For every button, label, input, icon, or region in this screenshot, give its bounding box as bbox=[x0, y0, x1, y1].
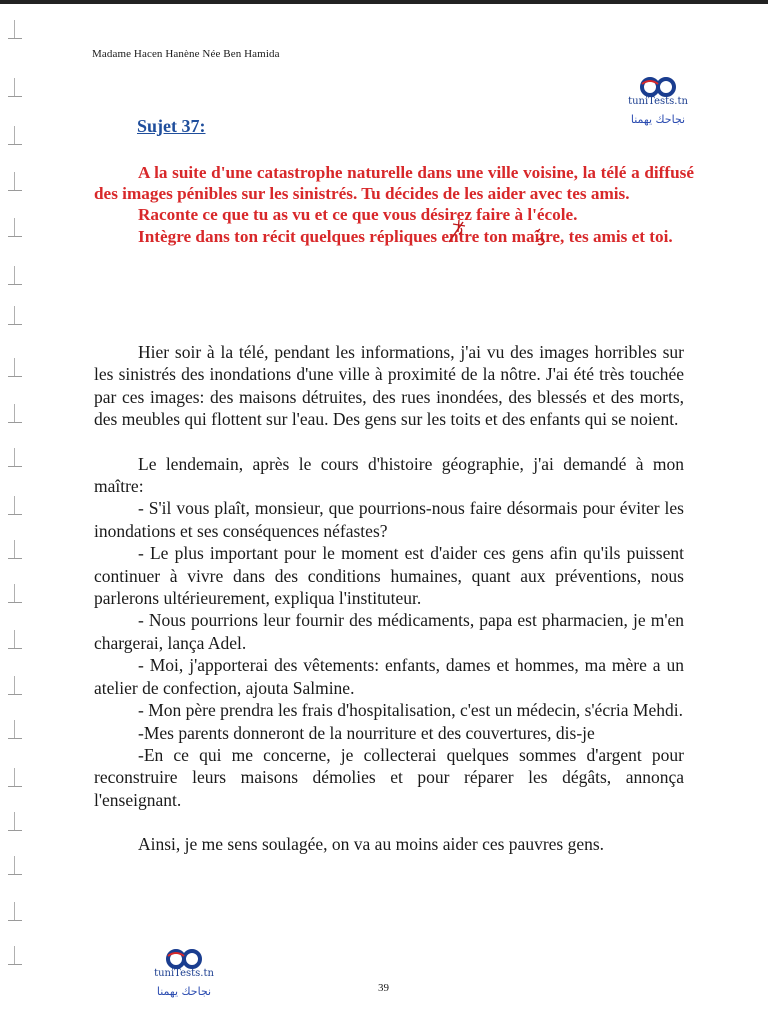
dialogue-line-6: -Mes parents donneront de la nourriture et des couvertures, dis-je bbox=[138, 722, 595, 743]
paragraph-conclusion: Ainsi, je me sens soulagée, on va au moins aider ces pauvres gens. bbox=[138, 834, 605, 855]
essay-body bbox=[94, 341, 684, 856]
prompt-line-2: Raconte ce que tu as vu et ce que vous désirez faire à l'école. bbox=[138, 205, 578, 225]
paragraph-1: Hier soir à la télé, pendant les informations, j'ai vu des images horribles sur les sinistrés des inondations d'une ville à proximité de la nôtre. J'ai été très touchée par ces images: des maisons détruites, des rues inondées, des blessés et des morts, des meubles qui flottent sur l'eau. Des gens sur les toits et des enfants qui se noient. bbox=[94, 342, 684, 430]
author-header: Madame Hacen Hanène Née Ben Hamida bbox=[92, 48, 280, 60]
logo-arabic-slogan: نجاحك يهمنا bbox=[630, 113, 686, 126]
logo-brand-text: tuniTests.tn bbox=[154, 968, 214, 979]
infinity-logo-icon bbox=[638, 76, 678, 98]
paragraph-2: Le lendemain, après le cours d'histoire géographie, j'ai demandé à mon maître: bbox=[94, 453, 684, 497]
assignment-prompt bbox=[94, 162, 694, 247]
dialogue-line-2: - Le plus important pour le moment est d'aider ces gens afin qu'ils puissent continuer à vivre dans des conditions humaines, quant aux préventions, nous parlerons ultérieurement, expliqua l'instituteur. bbox=[94, 543, 684, 609]
logo-arabic-slogan: نجاحك يهمنا bbox=[156, 985, 212, 998]
dialogue-line-1: - S'il vous plaît, monsieur, que pourrions-nous faire désormais pour éviter les inondations et ses conséquences néfastes? bbox=[94, 498, 684, 541]
dialogue-line-7: -En ce qui me concerne, je collecterai quelques sommes d'argent pour reconstruire leurs maisons démolies et pour réparer les dégâts, annonça l'enseignant. bbox=[94, 744, 684, 810]
dialogue-line-3: - Nous pourrions leur fournir des médicaments, papa est pharmacien, je m'en chargerai, lança Adel. bbox=[94, 610, 684, 653]
handwritten-accent-mark bbox=[534, 228, 548, 248]
handwritten-correction-mark bbox=[445, 216, 469, 246]
binder-margin bbox=[8, 18, 24, 1008]
tunitests-logo bbox=[620, 76, 696, 132]
infinity-logo-icon bbox=[164, 948, 204, 970]
subject-title: Sujet 37: bbox=[137, 116, 206, 136]
prompt-line-1: A la suite d'une catastrophe naturelle dans une ville voisine, la télé a diffusé des images pénibles sur les sinistrés. Tu décides de les aider avec tes amis. bbox=[94, 163, 694, 204]
dialogue-line-4: - Moi, j'apporterai des vêtements: enfants, dames et hommes, ma mère a un atelier de confection, ajouta Salmine. bbox=[94, 655, 684, 698]
logo-brand-text: tuniTests.tn bbox=[628, 96, 688, 107]
prompt-line-3: Intègre dans ton récit quelques répliques entre ton maître, tes amis et toi. bbox=[138, 226, 673, 246]
dialogue-line-5: - Mon père prendra les frais d'hospitalisation, c'est un médecin, s'écria Mehdi. bbox=[138, 700, 683, 721]
scan-top-edge bbox=[0, 0, 768, 4]
tunitests-logo-footer bbox=[146, 948, 222, 1004]
page-number: 39 bbox=[378, 982, 389, 994]
